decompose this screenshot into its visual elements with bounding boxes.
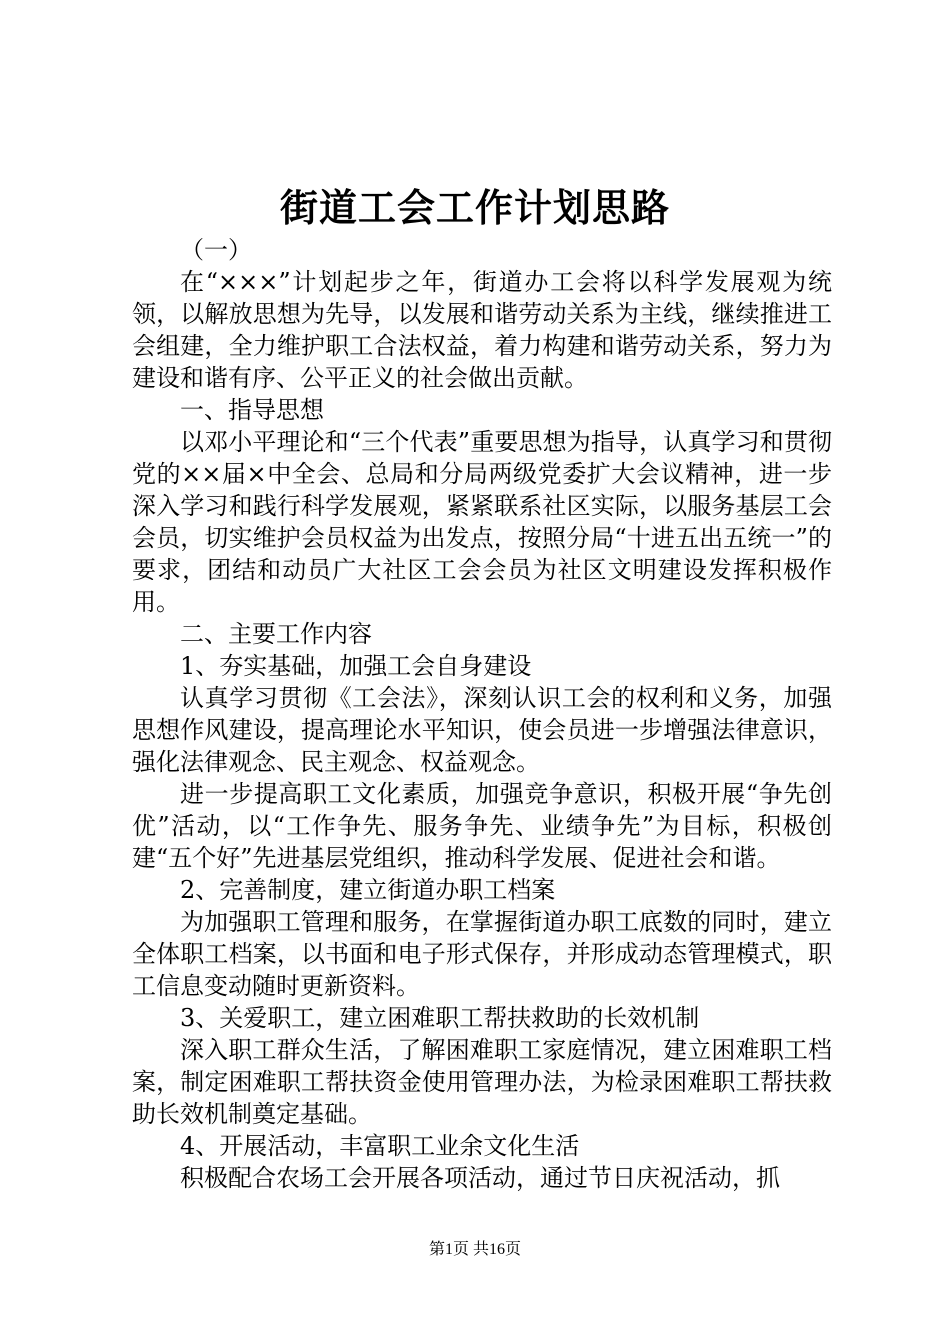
subheading-3: 3、关爱职工，建立困难职工帮扶救助的长效机制: [180, 1004, 700, 1032]
subheading-1: 1、夯实基础，加强工会自身建设: [180, 652, 532, 680]
subheading-4: 4、开展活动，丰富职工业余文化生活: [180, 1132, 580, 1160]
document-body: [132, 234, 832, 1194]
section-marker: （一）: [180, 236, 252, 264]
section-heading-guiding-thought: 一、指导思想: [180, 396, 324, 424]
body-paragraph: 积极配合农场工会开展各项活动，通过节日庆祝活动，抓: [180, 1164, 780, 1192]
body-paragraph: 进一步提高职工文化素质，加强竞争意识，积极开展“争先创优”活动，以“工作争先、服务争先、业绩争先”为目标，积极创建“五个好”先进基层党组织，推动科学发展、促进社会和谐。: [132, 780, 832, 872]
section-heading-main-work: 二、主要工作内容: [180, 620, 372, 648]
page-number-footer: 第1页 共16页: [428, 1241, 521, 1258]
body-paragraph: 认真学习贯彻《工会法》，深刻认识工会的权利和义务，加强思想作风建设，提高理论水平知识，使会员进一步增强法律意识，强化法律观念、民主观念、权益观念。: [132, 684, 832, 776]
body-paragraph: 为加强职工管理和服务，在掌握街道办职工底数的同时，建立全体职工档案，以书面和电子形式保存，并形成动态管理模式，职工信息变动随时更新资料。: [132, 908, 832, 1000]
subheading-2: 2、完善制度，建立街道办职工档案: [180, 876, 556, 904]
document-title: 街道工会工作计划思路: [279, 185, 670, 230]
body-paragraph: 深入职工群众生活，了解困难职工家庭情况，建立困难职工档案，制定困难职工帮扶资金使用管理办法，为检录困难职工帮扶救助长效机制奠定基础。: [132, 1036, 832, 1128]
guiding-thought-paragraph: 以邓小平理论和“三个代表”重要思想为指导，认真学习和贯彻党的××届×中全会、总局和分局两级党委扩大会议精神，进一步深入学习和践行科学发展观，紧紧联系社区实际，以服务基层工会会员，切实维护会员权益为出发点，按照分局“十进五出五统一”的要求，团结和动员广大社区工会会员为社区文明建设发挥积极作用。: [132, 428, 832, 616]
intro-paragraph: 在“×××”计划起步之年，街道办工会将以科学发展观为统领，以解放思想为先导，以发展和谐劳动关系为主线，继续推进工会组建，全力维护职工合法权益，着力构建和谐劳动关系，努力为建设和谐有序、公平正义的社会做出贡献。: [132, 268, 832, 392]
